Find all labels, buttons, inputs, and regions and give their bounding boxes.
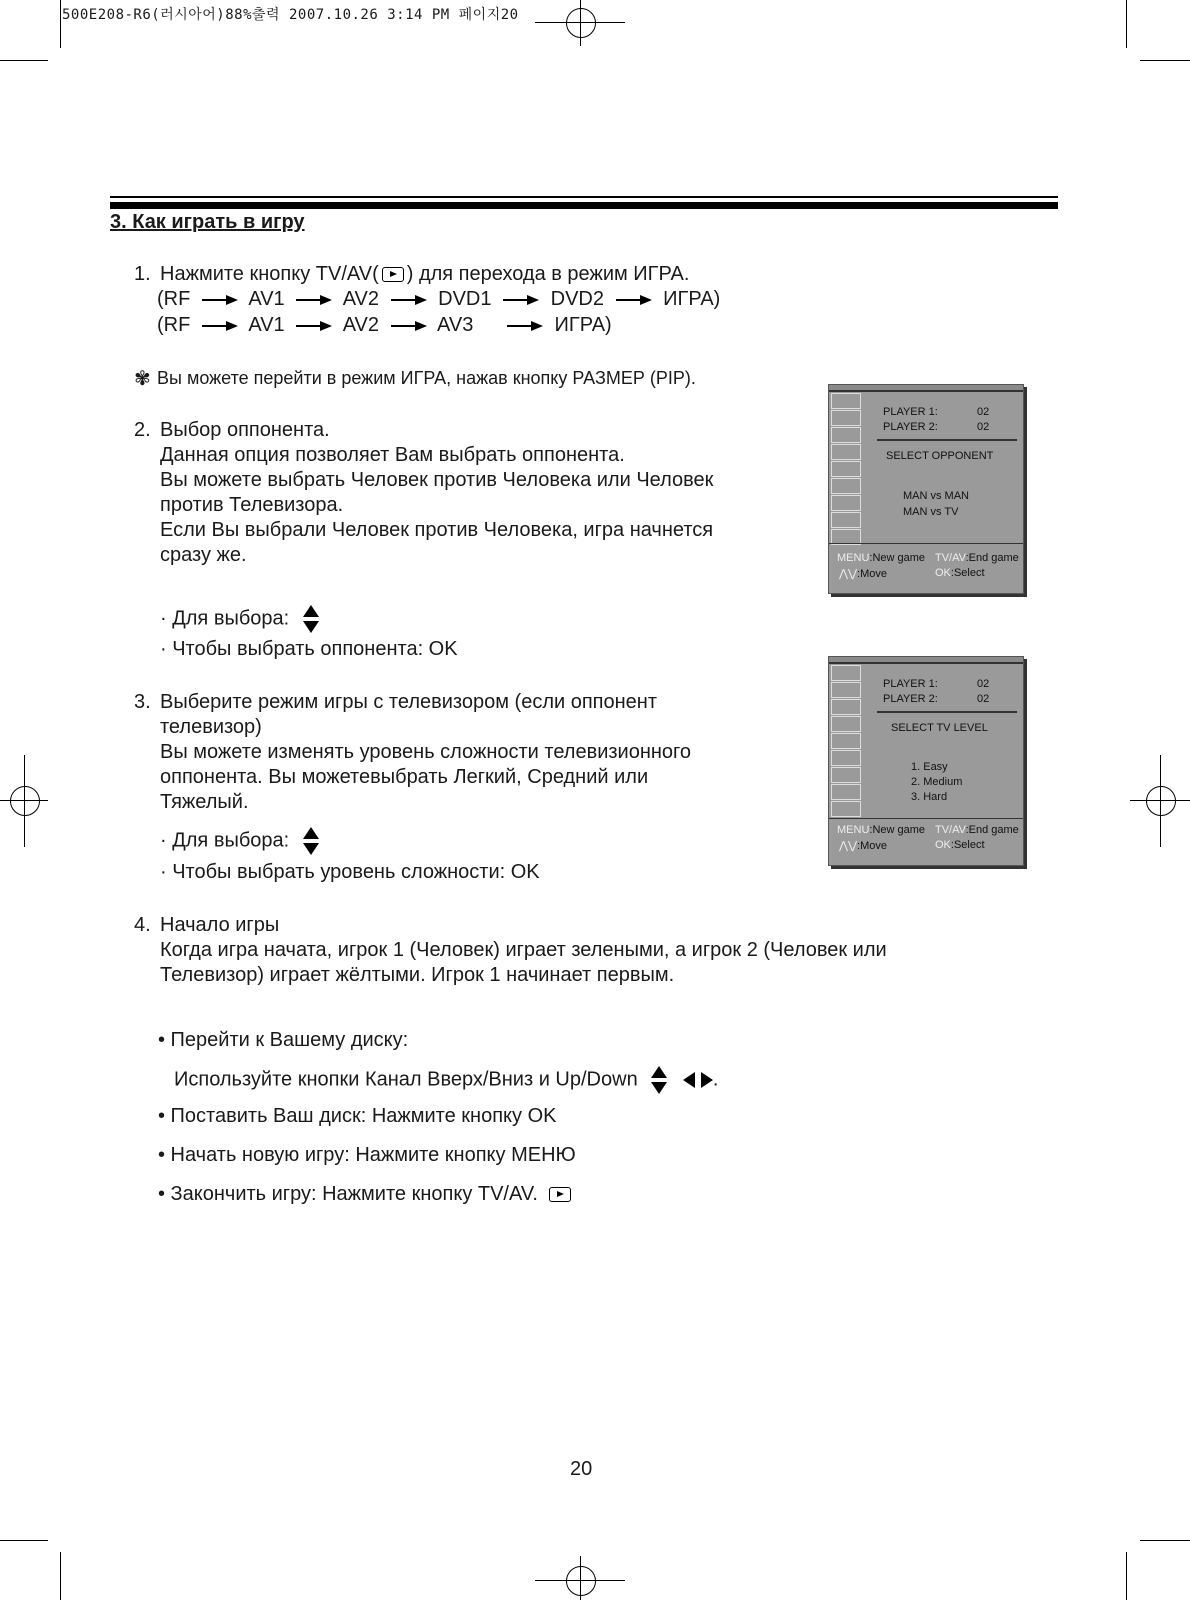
bullet-text: Используйте кнопки Канал Вверх/Вниз и Up/Down — [174, 1068, 638, 1091]
note — [134, 366, 696, 391]
bullet-text: • Закончить игру: Нажмите кнопку TV/AV. — [158, 1183, 538, 1205]
source-sequence-1 — [157, 287, 720, 312]
step2-line: сразу же. — [160, 544, 247, 566]
osd-action: :Select — [950, 567, 985, 579]
osd-option: MAN vs MAN — [903, 490, 969, 502]
seq-open: (RF — [157, 288, 191, 310]
osd-heading: SELECT OPPONENT — [886, 450, 994, 462]
crop-mark — [1126, 1552, 1127, 1600]
step3-line: Тяжелый. — [160, 791, 249, 813]
osd-footer-move — [839, 567, 887, 580]
step1-number: 1. — [134, 263, 151, 285]
seq-item: ИГРА) — [663, 288, 721, 310]
up-down-arrows-icon: ⋀⋁ — [839, 568, 858, 580]
seq-item: AV1 — [248, 314, 285, 336]
step2-number: 2. — [134, 419, 151, 441]
up-down-icon — [651, 1066, 667, 1094]
osd-player2-value: 02 — [977, 693, 990, 705]
arrow-right-icon — [616, 295, 652, 305]
osd-action: :End game — [965, 824, 1019, 836]
osd-action: :Move — [857, 568, 888, 580]
osd-option: 2. Medium — [911, 776, 963, 788]
osd-key: MENU — [837, 824, 870, 836]
arrow-right-icon — [296, 295, 332, 305]
osd-topbar — [829, 657, 1023, 664]
step2-line: Данная опция позволяет Вам выбрать оппонента. — [160, 444, 625, 466]
registration-mark-icon — [10, 786, 40, 816]
osd-option: 3. Hard — [911, 791, 948, 803]
step4-line: Телевизор) играет жёлтыми. Игрок 1 начинает первым. — [160, 964, 675, 986]
arrow-right-icon — [202, 321, 238, 331]
step2-line: против Телевизора. — [160, 494, 344, 516]
osd-footer-ok — [935, 839, 985, 851]
osd-option: MAN vs TV — [903, 506, 959, 518]
step2-line: Если Вы выбрали Человек против Человека, игра начнется — [160, 519, 714, 541]
step2-title: Выбор оппонента. — [160, 419, 330, 441]
step2-hint-select — [160, 605, 319, 633]
osd-footer-divider — [829, 543, 1023, 544]
seq-item: AV2 — [342, 314, 380, 336]
osd-action: :New game — [869, 552, 926, 564]
osd-footer-menu — [837, 552, 925, 564]
step1-text — [160, 262, 689, 287]
registration-mark-icon — [566, 1566, 596, 1596]
osd-footer-tvav — [935, 552, 1019, 564]
header-rule-thick — [110, 202, 1058, 209]
osd-key: OK — [935, 567, 951, 579]
step3-line: оппонента. Вы можетевыбрать Легкий, Средний или — [160, 766, 649, 788]
seq-item: AV3 — [437, 314, 474, 336]
source-sequence-2 — [157, 313, 612, 338]
note-star-icon: ✾ — [134, 368, 151, 391]
arrow-right-icon — [391, 321, 427, 331]
bullet-move-disc-detail — [174, 1066, 718, 1094]
up-down-icon — [303, 827, 319, 855]
bullet-move-disc: • Перейти к Вашему диску: — [158, 1029, 409, 1051]
osd-action: :New game — [869, 824, 926, 836]
bullet-place-disc: • Поставить Ваш диск: Нажмите кнопку OK — [158, 1105, 557, 1127]
bullet-new-game: • Начать новую игру: Нажмите кнопку МЕНЮ — [158, 1144, 576, 1166]
osd-board-icon — [831, 393, 861, 543]
osd-key: OK — [935, 839, 951, 851]
osd-player2-label: PLAYER 2: — [883, 693, 938, 705]
osd-footer-divider — [829, 818, 1023, 819]
osd-player1-label: PLAYER 1: — [883, 678, 938, 690]
registration-mark-icon — [566, 8, 596, 38]
arrow-right-icon — [296, 321, 332, 331]
step1-text-a: Нажмите кнопку TV/AV( — [160, 263, 379, 285]
osd-player2-value: 02 — [977, 421, 990, 433]
step2-line: Вы можете выбрать Человек против Человека или Человек — [160, 469, 714, 491]
osd-action: :Select — [950, 839, 985, 851]
seq-item: AV2 — [342, 288, 380, 310]
seq-open: (RF — [157, 314, 191, 336]
crop-mark — [60, 1552, 61, 1600]
registration-mark-icon — [1146, 786, 1176, 816]
hint-label: · Для выбора: — [160, 829, 290, 852]
step1-text-b: ) для перехода в режим ИГРА. — [406, 263, 690, 285]
arrow-right-icon — [391, 295, 427, 305]
note-text: Вы можете перейти в режим ИГРА, нажав кнопку РАЗМЕР (PIP). — [157, 368, 696, 388]
arrow-right-icon — [503, 295, 539, 305]
osd-footer-menu — [837, 824, 925, 836]
seq-item: DVD1 — [438, 288, 492, 310]
seq-item: AV1 — [248, 288, 285, 310]
osd-option: 1. Easy — [911, 761, 948, 773]
step3-hint-confirm: · Чтобы выбрать уровень сложности: OK — [160, 861, 540, 883]
osd-player1-label: PLAYER 1: — [883, 406, 938, 418]
crop-mark — [60, 0, 61, 48]
crop-mark — [1140, 1540, 1190, 1541]
osd-player2-label: PLAYER 2: — [883, 421, 938, 433]
step3-hint-select — [160, 827, 319, 855]
step4-line: Когда игра начата, игрок 1 (Человек) играет зелеными, а игрок 2 (Человек или — [160, 939, 887, 961]
bullet-end-game — [158, 1182, 574, 1207]
osd-footer-move — [839, 839, 887, 852]
osd-player1-value: 02 — [977, 406, 990, 418]
osd-divider — [877, 711, 1017, 713]
osd-divider — [877, 439, 1017, 441]
osd-footer-tvav — [935, 824, 1019, 836]
step3-line: Вы можете изменять уровень сложности телевизионного — [160, 741, 692, 763]
osd-player1-value: 02 — [977, 678, 990, 690]
step2-hint-confirm: · Чтобы выбрать оппонента: OK — [160, 638, 458, 660]
osd-topbar — [829, 385, 1023, 392]
crop-mark — [0, 60, 48, 61]
arrow-right-icon — [507, 321, 543, 331]
print-header: 500E208-R6(러시아어)88%출력 2007.10.26 3:14 PM 페이지20 — [62, 7, 519, 23]
step3-line: телевизор) — [160, 716, 262, 738]
crop-mark — [1126, 0, 1127, 48]
step4-number: 4. — [134, 914, 151, 936]
step3-line: Выберите режим игры с телевизором (если оппонент — [160, 691, 658, 713]
page-number: 20 — [570, 1458, 593, 1480]
osd-board-icon — [831, 665, 861, 815]
osd-footer-ok — [935, 567, 985, 579]
arrow-right-icon — [202, 295, 238, 305]
osd-action: :Move — [857, 840, 888, 852]
crop-mark — [1140, 60, 1190, 61]
osd-screen-select-opponent — [828, 384, 1024, 594]
tv-av-icon — [382, 267, 404, 282]
section-title: 3. Как играть в игру — [110, 211, 305, 233]
seq-item: DVD2 — [550, 288, 604, 310]
osd-key: TV/AV — [935, 552, 966, 564]
osd-action: :End game — [965, 552, 1019, 564]
osd-key: TV/AV — [935, 824, 966, 836]
bullet-end: . — [712, 1068, 719, 1091]
crop-mark — [0, 1540, 48, 1541]
up-down-arrows-icon: ⋀⋁ — [839, 840, 858, 852]
left-right-icon — [683, 1072, 713, 1088]
osd-heading: SELECT TV LEVEL — [891, 722, 988, 734]
step4-title: Начало игры — [160, 914, 280, 936]
seq-item: ИГРА) — [554, 314, 612, 336]
osd-screen-select-tv-level — [828, 656, 1024, 866]
tv-av-icon — [549, 1187, 571, 1202]
step3-number: 3. — [134, 691, 151, 713]
hint-label: · Для выбора: — [160, 607, 290, 630]
osd-key: MENU — [837, 552, 870, 564]
up-down-icon — [303, 605, 319, 633]
header-rule — [110, 196, 1058, 198]
